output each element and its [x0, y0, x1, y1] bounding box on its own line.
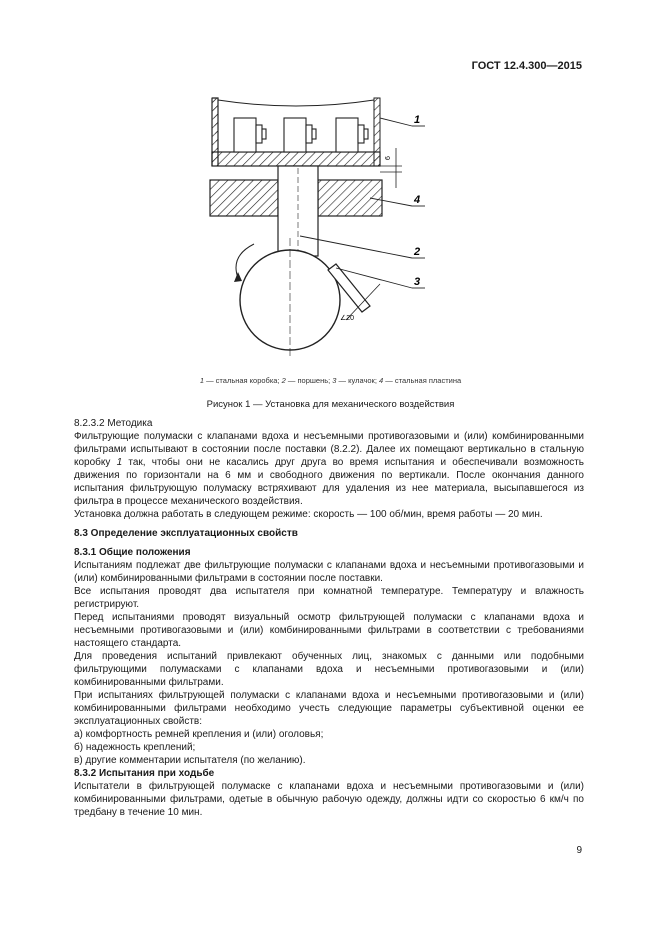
document-header: ГОСТ 12.4.300—2015 — [471, 60, 582, 72]
figure-legend — [0, 376, 661, 385]
document-body — [74, 417, 584, 819]
list-item: а) комфортность ремней крепления и (или) оголовья; — [74, 729, 324, 740]
legend-text-2: — поршень; — [285, 376, 333, 385]
label-steel-plate: 4 — [414, 194, 421, 206]
paragraph: Фильтрующие полумаски с клапанами вдоха и несъемными противогазовыми и (или) комбинированными фильтрами испытывают в состоянии после поставки (8.2.2). Далее их помещают вертикально в стальную коробку 1 так, чтобы они не касались друг друга во время испытания и обеспечивали возможность движения по горизонтали на 6 мм и свободного движения по вертикали. После окончания данного испытания фильтрующую полумаску встряхивают для удаления из нее материала, высыпавшегося из фильтра в процессе механического воздействия. — [74, 431, 584, 507]
list-item: в) другие комментарии испытателя (по желанию). — [74, 755, 306, 766]
steel-box — [212, 98, 380, 166]
page-number: 9 — [576, 845, 582, 856]
paragraph: При испытаниях фильтрующей полумаски с клапанами вдоха и несъемными противогазовыми и (или) комбинированными фильтрами необходимо учесть следующие параметры субъективной оценки ее эксплуатационных свойств: — [74, 690, 584, 727]
legend-num-1: 1 — [199, 376, 204, 385]
angle-label: ∠20 — [340, 315, 355, 322]
legend-text-1: — стальная коробка; — [204, 376, 282, 385]
legend-text-3: — кулачок; — [336, 376, 379, 385]
section-heading-operational: 8.3 Определение эксплуатационных свойств — [74, 528, 298, 539]
gap-dimension: 6 — [385, 156, 392, 160]
section-heading-walking: 8.3.2 Испытания при ходьбе — [74, 768, 215, 779]
legend-num-2: 2 — [281, 376, 286, 385]
paragraph: Перед испытаниями проводят визуальный осмотр фильтрующей полумаски с клапанами вдоха и несъемными противогазовыми и (или) комбинированными фильтрами в соответствии с требованиями настоящего стандарта. — [74, 612, 584, 649]
piston — [278, 166, 318, 256]
paragraph: Установка должна работать в следующем режиме: скорость — 100 об/мин, время работы — 20 мин. — [74, 509, 543, 520]
paragraph: Все испытания проводят два испытателя при комнатной температуре. Температуру и влажность регистрируют. — [74, 586, 584, 610]
figure-mechanical-setup — [150, 88, 450, 378]
legend-num-4: 4 — [379, 376, 384, 385]
legend-text-4: — стальная пластина — [383, 376, 462, 385]
mask-samples — [234, 118, 368, 152]
label-steel-box: 1 — [414, 114, 421, 126]
paragraph: Испытаниям подлежат две фильтрующие полумаски с клапанами вдоха и несъемными противогазовыми и (или) комбинированными фильтрами в состоянии после поставки. — [74, 560, 584, 584]
mechanical-setup-drawing — [150, 88, 450, 378]
label-cam: 3 — [414, 276, 421, 288]
list-item: б) надежность креплений; — [74, 742, 196, 753]
paragraph: Для проведения испытаний привлекают обученных лиц, знакомых с данными или подобными фильтрующими полумасками с клапанами вдоха и несъемными противогазовыми и (или) комбинированными фильтрами. — [74, 651, 584, 688]
label-piston: 2 — [414, 246, 421, 258]
figure-title: Рисунок 1 — Установка для механического воздействия — [206, 399, 455, 410]
legend-num-3: 3 — [332, 376, 337, 385]
cam — [234, 238, 380, 358]
section-heading-methodology: 8.2.3.2 Методика — [74, 418, 153, 429]
section-heading-general: 8.3.1 Общие положения — [74, 547, 191, 558]
paragraph: Испытатели в фильтрующей полумаске с клапанами вдоха и несъемными противогазовыми и (или) комбинированными фильтрами, одетые в обычную рабочую одежду, должны идти со скоростью 6 км/ч по тредбану в течение 10 мин. — [74, 781, 584, 818]
